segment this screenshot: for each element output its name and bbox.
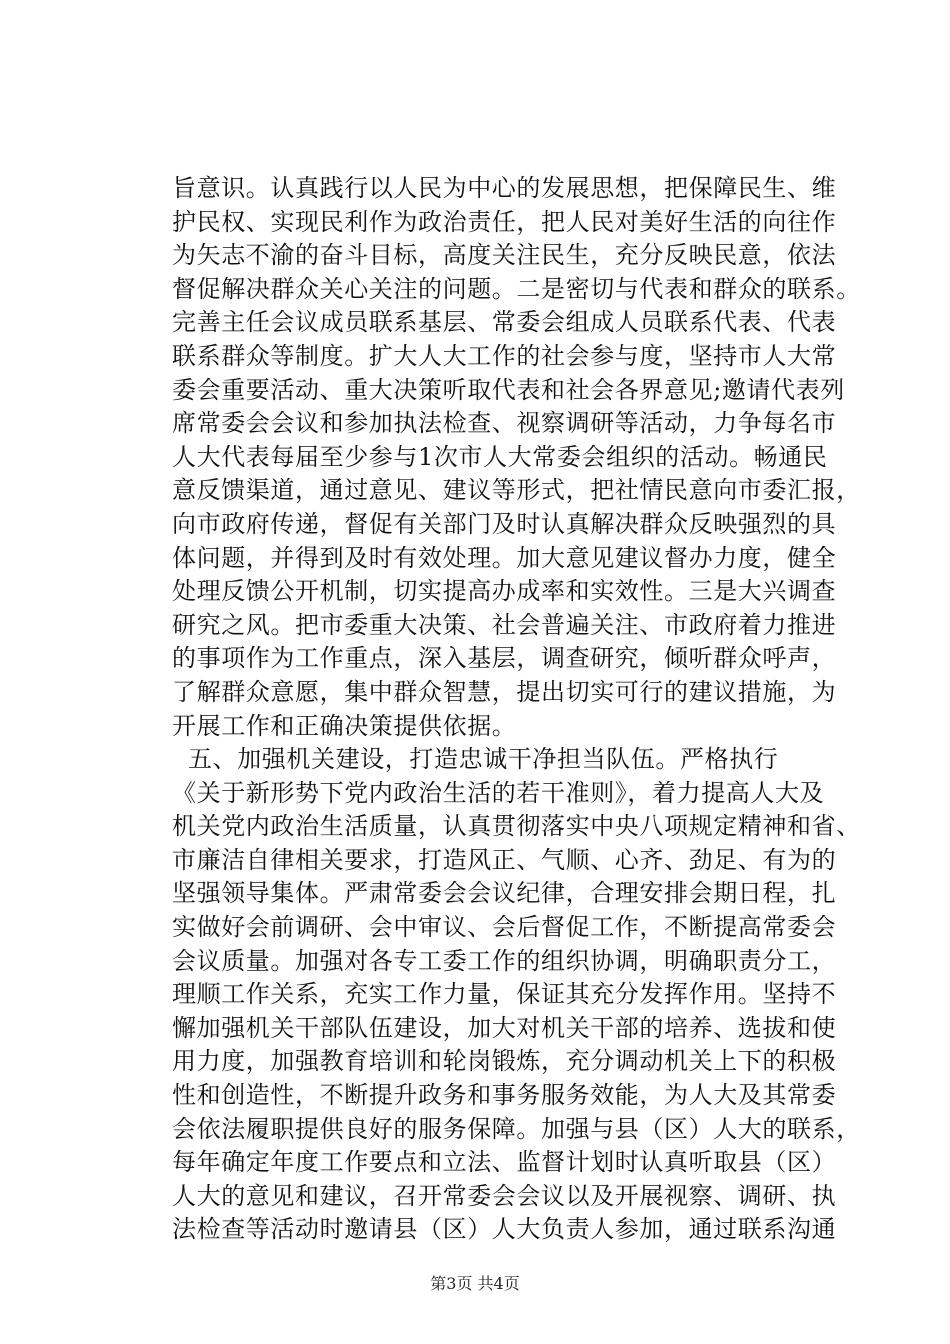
text-line: 研究之风。把市委重大决策、社会普遍关注、市政府着力推进 xyxy=(172,610,837,639)
text-line: 人大的意见和建议，召开常委会会议以及开展视察、调研、执 xyxy=(172,1181,837,1210)
text-line: 为矢志不渝的奋斗目标，高度关注民生，充分反映民意，依法 xyxy=(172,241,837,270)
text-line: 懈加强机关干部队伍建设，加大对机关干部的培养、选拔和使 xyxy=(172,1013,837,1042)
text-line: 了解群众意愿，集中群众智慧，提出切实可行的建议措施，为 xyxy=(172,677,837,706)
text-line: 实做好会前调研、会中审议、会后督促工作，不断提高常委会 xyxy=(172,913,837,942)
text-line: 督促解决群众关心关注的问题。二是密切与代表和群众的联系。 xyxy=(172,274,861,303)
text-line: 开展工作和正确决策提供依据。 xyxy=(172,711,517,740)
text-line: 理顺工作关系，充实工作力量，保证其充分发挥作用。坚持不 xyxy=(172,980,837,1009)
text-line: 处理反馈公开机制，切实提高办成率和实效性。三是大兴调查 xyxy=(172,577,837,606)
text-line: 机关党内政治生活质量，认真贯彻落实中央八项规定精神和省、 xyxy=(172,812,861,841)
text-line: 人大代表每届至少参与1次市人大常委会组织的活动。畅通民 xyxy=(172,442,828,471)
page-number: 第3页 共4页 xyxy=(430,1274,520,1293)
text-line: 会依法履职提供良好的服务保障。加强与县（区）人大的联系， xyxy=(172,1114,861,1143)
text-line: 坚强领导集体。严肃常委会会议纪律，合理安排会期日程，扎 xyxy=(172,879,837,908)
text-line: 席常委会会议和参加执法检查、视察调研等活动，力争每名市 xyxy=(172,409,837,438)
text-line: 用力度，加强教育培训和轮岗锻炼，充分调动机关上下的积极 xyxy=(172,1047,837,1076)
text-line: 向市政府传递，督促有关部门及时认真解决群众反映强烈的具 xyxy=(172,509,837,538)
paragraph-2 xyxy=(172,743,862,1247)
text-line: 护民权、实现民利作为政治责任，把人民对美好生活的向往作 xyxy=(172,207,837,236)
text-line: 旨意识。认真践行以人民为中心的发展思想，把保障民生、维 xyxy=(172,174,837,202)
text-line: 联系群众等制度。扩大人大工作的社会参与度，坚持市人大常 xyxy=(172,341,837,370)
text-line: 体问题，并得到及时有效处理。加大意见建议督办力度，健全 xyxy=(172,543,837,572)
document-body xyxy=(172,172,862,1247)
text-line: 法检查等活动时邀请县（区）人大负责人参加，通过联系沟通 xyxy=(172,1215,837,1244)
text-line: 市廉洁自律相关要求，打造风正、气顺、心齐、劲足、有为的 xyxy=(172,845,837,874)
text-line: 意反馈渠道，通过意见、建议等形式，把社情民意向市委汇报， xyxy=(172,476,861,505)
paragraph-1 xyxy=(172,172,862,743)
text-line: 完善主任会议成员联系基层、常委会组成人员联系代表、代表 xyxy=(172,308,837,337)
text-line: 五、加强机关建设，打造忠诚干净担当队伍。严格执行 xyxy=(188,745,779,774)
text-line: 委会重要活动、重大决策听取代表和社会各界意见;邀请代表列 xyxy=(172,375,845,404)
text-line: 《关于新形势下党内政治生活的若干准则》，着力提高人大及 xyxy=(172,778,825,807)
page-footer xyxy=(0,1274,950,1294)
text-line: 会议质量。加强对各专工委工作的组织协调，明确职责分工， xyxy=(172,946,837,975)
text-line: 的事项作为工作重点，深入基层，调查研究，倾听群众呼声， xyxy=(172,644,837,673)
text-line: 每年确定年度工作要点和立法、监督计划时认真听取县（区） xyxy=(172,1148,837,1177)
text-line: 性和创造性，不断提升政务和事务服务效能，为人大及其常委 xyxy=(172,1081,837,1110)
